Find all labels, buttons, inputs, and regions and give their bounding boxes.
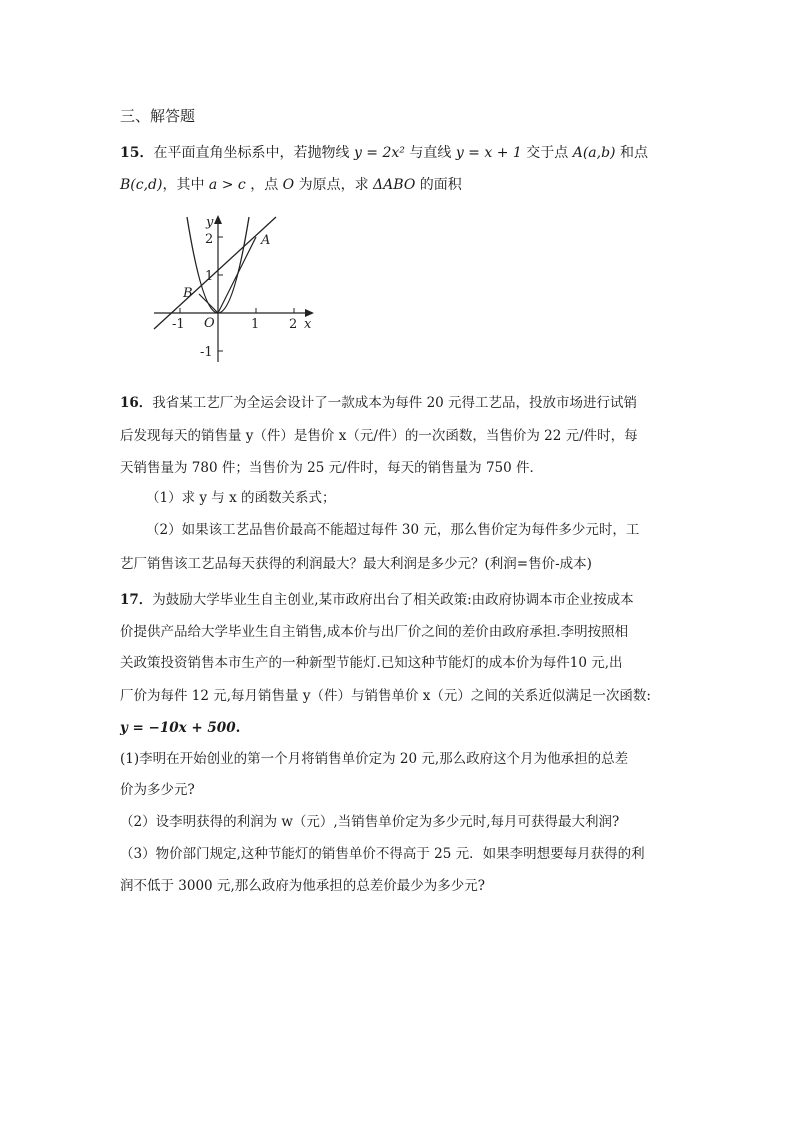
q17-formula: y = −10x + 500 <box>120 720 236 736</box>
q15-text: 在平面直角坐标系中，若抛物线 <box>153 145 350 161</box>
q17-line-2: 价提供产品给大学毕业生自主销售,成本价与出厂价之间的差价由政府承担.李明按照相 <box>120 624 629 640</box>
q17-part-2: （2）设李明获得的利润为 w（元）,当销售单价定为多少元时,每月可获得最大利润? <box>120 814 620 830</box>
tick-label-xneg1: -1 <box>172 317 185 332</box>
q16-part-1: （1）求 y 与 x 的函数关系式； <box>146 490 336 506</box>
q17-formula-end: . <box>235 720 241 736</box>
q15-point-b: B(c,d) <box>120 177 163 193</box>
q15-line-2 <box>120 175 462 195</box>
point-b-label: B <box>183 286 193 301</box>
q16-line-3: 天销售量为 780 件；当售价为 25 元/件时，每天的销售量为 750 件． <box>120 460 544 476</box>
q15-origin: O <box>282 177 295 193</box>
q15-text: 和点 <box>619 145 648 161</box>
q15-text: 为原点，求 <box>298 177 369 193</box>
q15-triangle: ΔABO <box>373 177 416 193</box>
y-axis-label: y <box>206 215 214 230</box>
q17-part-3-cont: 润不低于 3000 元,那么政府为他承担的总差价最少为多少元? <box>120 878 485 894</box>
q17-number: 17． <box>120 592 153 608</box>
q15-text: ，其中 <box>162 177 205 193</box>
q15-line-1 <box>120 143 648 163</box>
tick-label-yneg1: -1 <box>200 345 213 360</box>
origin-label: O <box>204 316 215 331</box>
q17-line-4: 厂价为每件 12 元,每月销售量 y（件）与销售单价 x（元）之间的关系近似满足一次函数: <box>120 688 651 704</box>
x-axis-arrow <box>305 309 314 317</box>
q15-text: 与直线 <box>409 145 452 161</box>
tick-label-y2: 2 <box>205 232 214 247</box>
q16-line-1 <box>120 393 637 413</box>
q16-line-2: 后发现每天的销售量 y（件）是售价 x（元/件）的一次函数，当售价为 22 元/件时，每 <box>120 428 638 444</box>
q15-condition: a > c <box>208 177 246 193</box>
q17-formula-line <box>120 718 240 738</box>
tick-label-x1: 1 <box>251 317 260 332</box>
q16-number: 16． <box>120 395 153 411</box>
segment-oa <box>218 237 256 313</box>
q15-graph <box>150 212 320 372</box>
tick-label-x2: 2 <box>289 317 298 332</box>
q16-part-2: （2）如果该工艺品售价最高不能超过每件 30 元，那么售价定为每件多少元时，工 <box>146 522 640 538</box>
q16-text: 我省某工艺厂为全运会设计了一款成本为每件 20 元得工艺品，投放市场进行试销 <box>152 395 638 411</box>
q17-text: 为鼓励大学毕业生自主创业,某市政府出台了相关政策:由政府协调本市企业按成本 <box>152 592 634 608</box>
q15-text: 交于点 <box>526 145 569 161</box>
q15-text: ，点 <box>250 177 279 193</box>
q17-line-1 <box>120 590 634 610</box>
q17-part-1: (1)李明在开始创业的第一个月将销售单价定为 20 元,那么政府这个月为他承担的总差 <box>120 751 629 767</box>
tick-label-y1: 1 <box>205 269 214 284</box>
q17-part-1-cont: 价为多少元? <box>120 782 195 798</box>
q15-number: 15． <box>120 145 154 161</box>
q15-point-a: A(a,b) <box>572 145 616 161</box>
q17-line-3: 关政策投资销售本市生产的一种新型节能灯.已知这种节能灯的成本价为每件10 元,出 <box>120 655 623 671</box>
q17-part-3: （3）物价部门规定,这种节能灯的销售单价不得高于 25 元．如果李明想要每月获得的利 <box>120 846 645 862</box>
x-axis-label: x <box>304 317 312 332</box>
q15-parabola-eq: y = 2x² <box>353 145 405 161</box>
q15-line-eq: y = x + 1 <box>455 145 522 161</box>
q15-text: 的面积 <box>419 177 462 193</box>
q16-part-2-cont: 艺厂销售该工艺品每天获得的利润最大？最大利润是多少元？(利润=售价-成本) <box>120 556 592 572</box>
point-a-label: A <box>261 233 271 248</box>
section-title: 三、解答题 <box>120 107 196 125</box>
segment-ob <box>199 294 218 313</box>
y-axis-arrow <box>214 215 222 224</box>
